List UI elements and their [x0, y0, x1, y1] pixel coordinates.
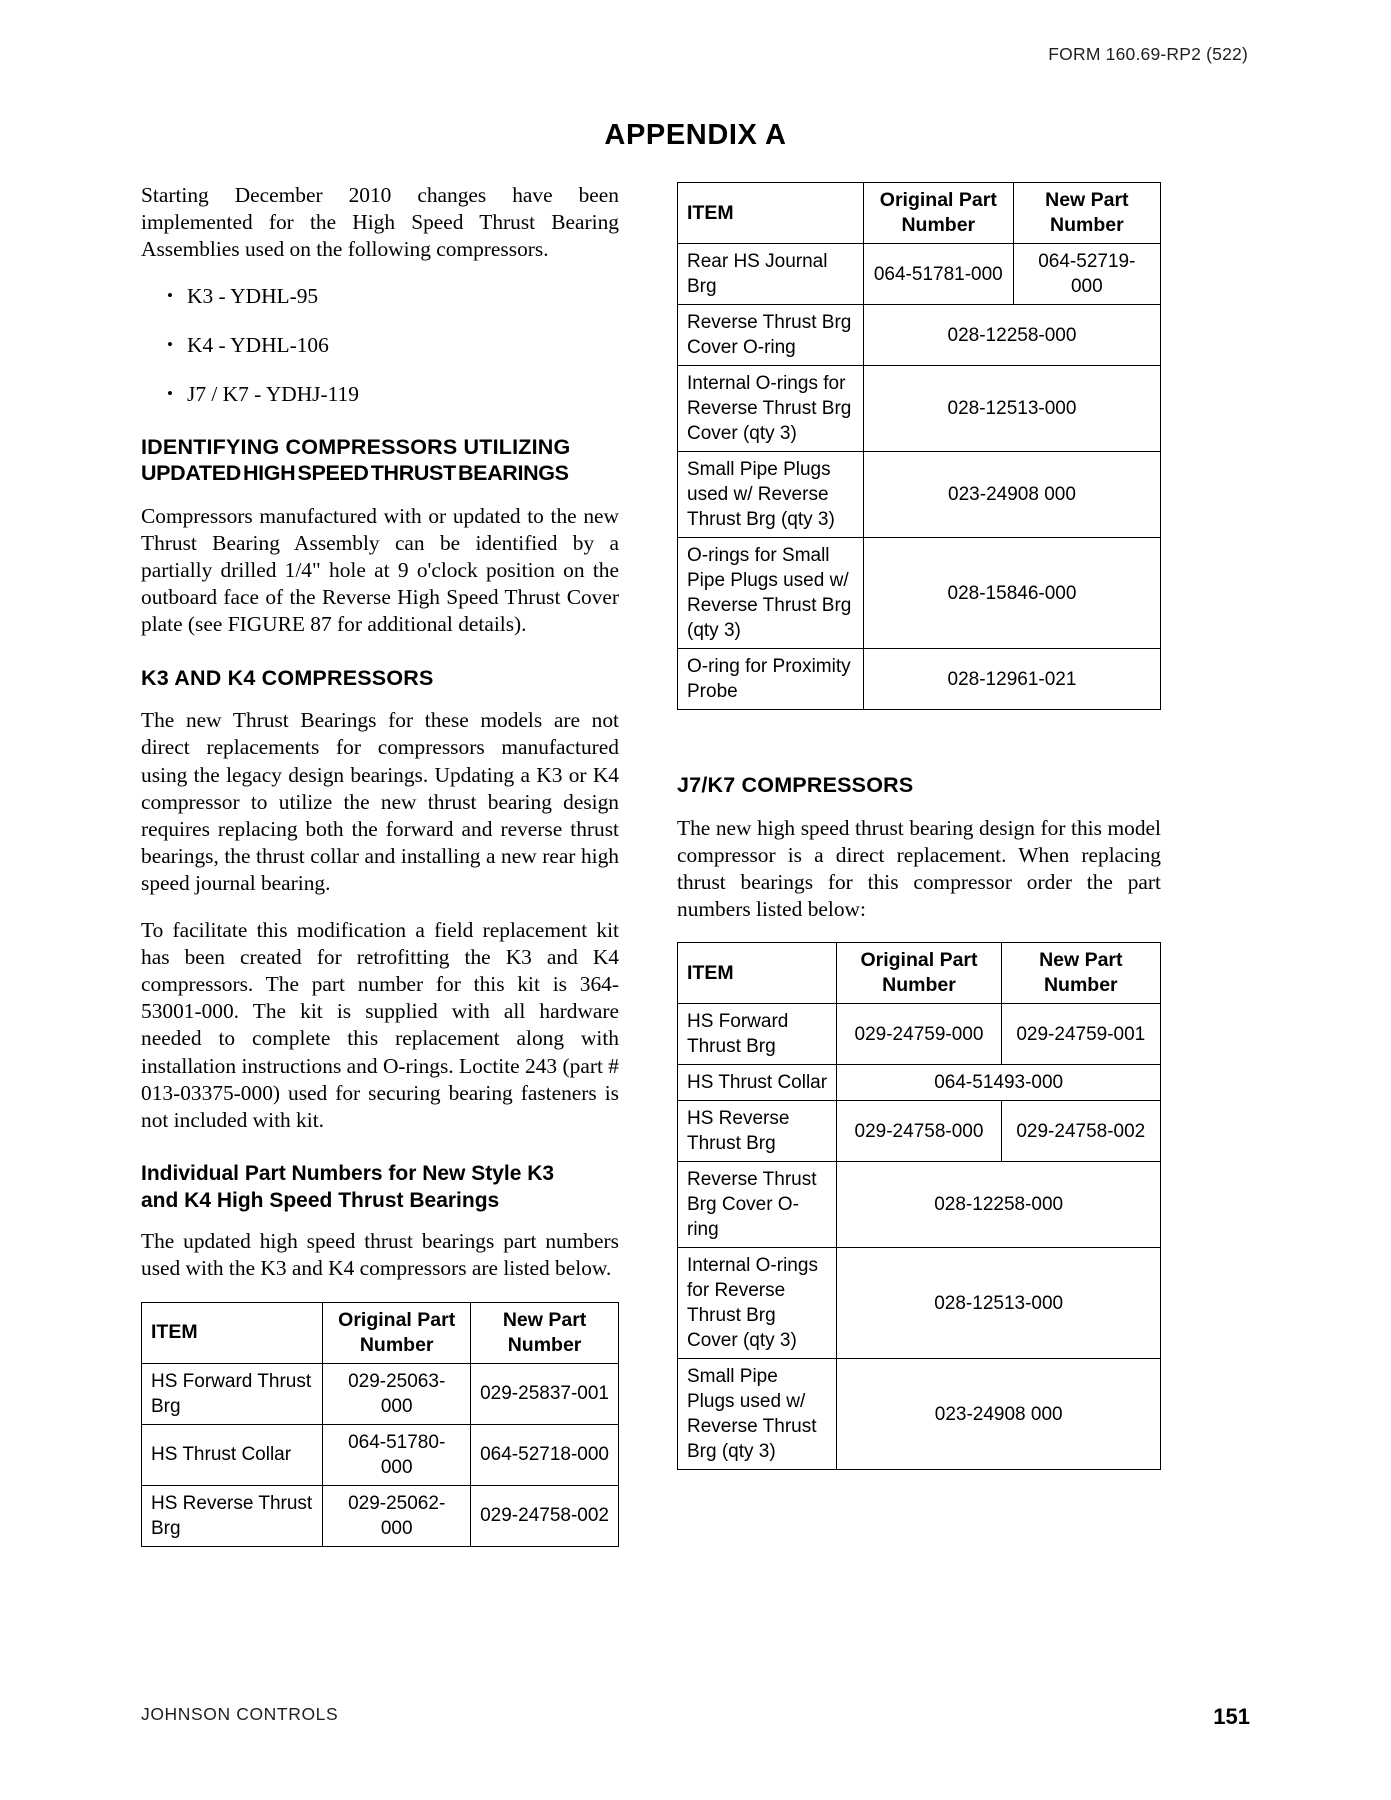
table-body — [678, 244, 1161, 710]
column-header-original-part-number: Original Part Number — [837, 943, 1001, 1004]
cell-item: O-rings for Small Pipe Plugs used w/ Reverse Thrust Brg (qty 3) — [678, 538, 864, 649]
table-header-row — [678, 183, 1161, 244]
table-reverse-thrust-parts — [677, 182, 1161, 710]
heading-line-1: IDENTIFYING COMPRESSORS UTILIZING — [141, 434, 571, 459]
cell-item: HS Reverse Thrust Brg — [678, 1101, 837, 1162]
cell-new-part-number: 064-52719-000 — [1013, 244, 1160, 305]
column-header-item: ITEM — [142, 1302, 323, 1363]
j7k7-paragraph: The new high speed thrust bearing design for this model compressor is a direct replacement. When replacing thrust bearings for this compressor order the part numbers listed below: — [677, 815, 1161, 922]
cell-part-number-merged: 028-12513-000 — [863, 366, 1160, 452]
subheading-individual-part-numbers — [141, 1160, 619, 1214]
cell-original-part-number: 064-51780-000 — [323, 1424, 471, 1485]
cell-item: Internal O-rings for Reverse Thrust Brg Cover (qty 3) — [678, 1248, 837, 1359]
cell-item: O-ring for Proximity Probe — [678, 649, 864, 710]
cell-item: Internal O-rings for Reverse Thrust Brg Cover (qty 3) — [678, 366, 864, 452]
table-row — [678, 1248, 1161, 1359]
heading-line-2: UPDATED HIGH SPEED THRUST BEARINGS — [141, 461, 569, 486]
cell-item: Small Pipe Plugs used w/ Reverse Thrust Brg (qty 3) — [678, 1359, 837, 1470]
cell-item: HS Thrust Collar — [678, 1065, 837, 1101]
compressor-model-list — [141, 283, 619, 408]
cell-new-part-number: 029-25837-001 — [471, 1363, 619, 1424]
table-row — [678, 1065, 1161, 1101]
column-header-new-part-number: New Part Number — [1013, 183, 1160, 244]
table-row — [678, 649, 1161, 710]
table-row — [142, 1363, 619, 1424]
form-code-header: FORM 160.69-RP2 (522) — [1048, 44, 1248, 64]
cell-part-number-merged: 028-12961-021 — [863, 649, 1160, 710]
column-header-new-part-number: New Part Number — [471, 1302, 619, 1363]
table-header-row — [678, 943, 1161, 1004]
cell-original-part-number: 064-51781-000 — [863, 244, 1013, 305]
cell-part-number-merged: 028-12513-000 — [837, 1248, 1161, 1359]
table-j7-k7-parts — [677, 942, 1161, 1470]
cell-original-part-number: 029-25063-000 — [323, 1363, 471, 1424]
heading-j7-k7-compressors: J7/K7 COMPRESSORS — [677, 773, 914, 797]
cell-part-number-merged: 064-51493-000 — [837, 1065, 1161, 1101]
k3k4-paragraph-2: To facilitate this modification a field replacement kit has been created for retrofitting the K3 and K4 compressors. The part number for this kit is 364-53001-000. The kit is supplied with all hardware needed to complete this replacement along with installation instructions and O-rings. Loctite 243 (part # 013-03375-000) used for securing bearing fasteners is not included with kit. — [141, 917, 619, 1132]
cell-item: HS Reverse Thrust Brg — [142, 1485, 323, 1546]
cell-part-number-merged: 028-15846-000 — [863, 538, 1160, 649]
column-header-item: ITEM — [678, 183, 864, 244]
table-row — [678, 452, 1161, 538]
table-row — [678, 1359, 1161, 1470]
cell-item: Small Pipe Plugs used w/ Reverse Thrust Brg (qty 3) — [678, 452, 864, 538]
intro-paragraph: Starting December 2010 changes have been implemented for the High Speed Thrust Bearing Assemblies used on the following compressors. — [141, 183, 619, 262]
table-row — [678, 244, 1161, 305]
table-row — [678, 305, 1161, 366]
table-header-row — [142, 1302, 619, 1363]
cell-part-number-merged: 023-24908 000 — [863, 452, 1160, 538]
right-column — [677, 182, 1161, 1470]
column-header-item: ITEM — [678, 943, 837, 1004]
cell-item: Reverse Thrust Brg Cover O-ring — [678, 305, 864, 366]
cell-item: HS Forward Thrust Brg — [142, 1363, 323, 1424]
left-column — [141, 182, 619, 1547]
column-header-original-part-number: Original Part Number — [863, 183, 1013, 244]
list-item: • K3 - YDHL-95 — [187, 283, 619, 310]
column-header-original-part-number: Original Part Number — [323, 1302, 471, 1363]
cell-original-part-number: 029-24759-000 — [837, 1004, 1001, 1065]
table-row — [678, 366, 1161, 452]
cell-original-part-number: 029-25062-000 — [323, 1485, 471, 1546]
table-row — [678, 538, 1161, 649]
table-body — [678, 1004, 1161, 1470]
table-k3-k4-parts — [141, 1302, 619, 1547]
table-row — [142, 1424, 619, 1485]
column-header-new-part-number: New Part Number — [1001, 943, 1160, 1004]
individual-parts-paragraph: The updated high speed thrust bearings part numbers used with the K3 and K4 compressors are listed below. — [141, 1229, 619, 1281]
heading-identifying-compressors — [141, 434, 619, 487]
cell-item: Rear HS Journal Brg — [678, 244, 864, 305]
cell-item: HS Forward Thrust Brg — [678, 1004, 837, 1065]
table-row — [678, 1004, 1161, 1065]
footer-company: JOHNSON CONTROLS — [141, 1704, 339, 1724]
list-item: • J7 / K7 - YDHJ-119 — [187, 381, 619, 408]
list-item: • K4 - YDHL-106 — [187, 332, 619, 359]
heading-k3-and-k4-compressors: K3 AND K4 COMPRESSORS — [141, 665, 434, 690]
table-row — [678, 1101, 1161, 1162]
identifying-paragraph: Compressors manufactured with or updated to the new Thrust Bearing Assembly can be identified by a partially drilled 1/4" hole at 9 o'clock position on the outboard face of the Reverse High Speed Thrust Cover plate (see FIGURE 87 for additional details). — [141, 503, 619, 637]
cell-original-part-number: 029-24758-000 — [837, 1101, 1001, 1162]
footer-page-number: 151 — [1213, 1704, 1250, 1729]
cell-new-part-number: 029-24758-002 — [1001, 1101, 1160, 1162]
cell-new-part-number: 029-24758-002 — [471, 1485, 619, 1546]
cell-new-part-number: 029-24759-001 — [1001, 1004, 1160, 1065]
table-row — [142, 1485, 619, 1546]
cell-item: HS Thrust Collar — [142, 1424, 323, 1485]
subheading-line-2: and K4 High Speed Thrust Bearings — [141, 1189, 500, 1213]
k3k4-paragraph-1: The new Thrust Bearings for these models are not direct replacements for compressors manufactured using the legacy design bearings. Updating a K3 or K4 compressor to utilize the new thrust bearing design requires replacing both the forward and reverse thrust bearings, the thrust collar and installing a new rear high speed journal bearing. — [141, 708, 619, 896]
cell-part-number-merged: 028-12258-000 — [837, 1162, 1161, 1248]
table-row — [678, 1162, 1161, 1248]
cell-part-number-merged: 028-12258-000 — [863, 305, 1160, 366]
page-title: APPENDIX A — [604, 119, 787, 152]
cell-new-part-number: 064-52718-000 — [471, 1424, 619, 1485]
table-body — [142, 1363, 619, 1546]
cell-item: Reverse Thrust Brg Cover O-ring — [678, 1162, 837, 1248]
cell-part-number-merged: 023-24908 000 — [837, 1359, 1161, 1470]
subheading-line-1: Individual Part Numbers for New Style K3 — [141, 1162, 555, 1186]
